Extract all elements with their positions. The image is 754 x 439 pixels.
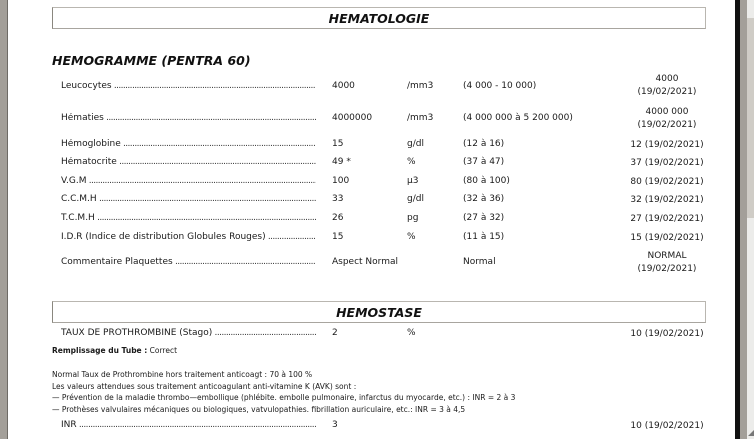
test-unit: % <box>407 328 416 338</box>
test-label: Commentaire Plaquettes ..... <box>61 257 316 267</box>
test-value: 4000000 <box>332 113 373 123</box>
test-label: Leucocytes ..... <box>61 81 316 91</box>
test-value: 100 <box>332 176 350 186</box>
section-header-hemostase <box>52 301 706 323</box>
previous-date: (19/02/2021) <box>637 264 697 274</box>
note-line: — Prothèses valvulaires mécaniques ou biologiques, vatvulopathies. fibrillation auriculaire, etc.: INR = 3 à 4,5 <box>52 404 466 414</box>
test-unit: g/dl <box>407 139 424 149</box>
previous-result: 37 (19/02/2021) <box>630 158 704 168</box>
test-range: (12 à 16) <box>463 139 505 149</box>
previous-result: 10 (19/02/2021) <box>630 421 704 431</box>
previous-value: 4000 000 <box>645 107 689 117</box>
test-range: (11 à 15) <box>463 232 505 242</box>
test-label: INR ..... <box>61 420 316 430</box>
test-value: 2 <box>332 328 338 338</box>
previous-result: 27 (19/02/2021) <box>630 214 704 224</box>
previous-date: (19/02/2021) <box>637 120 697 130</box>
report-page <box>8 0 736 439</box>
note-line: — Prévention de la maladie thrombo—embollique (phlébite. embolle pulmonaire, infarctus du myocarde, etc.) : INR = 2 à 3 <box>52 393 516 402</box>
test-range: (4 000 - 10 000) <box>463 81 537 91</box>
tube-filling-label: Remplissage du Tube : <box>52 346 148 355</box>
test-value: 15 <box>332 139 344 149</box>
page-right-gutter <box>740 0 747 439</box>
test-label: T.C.M.H ..... <box>61 213 316 223</box>
test-label: TAUX DE PROTHROMBINE (Stago) ..... <box>61 328 316 338</box>
section-header-hematologie <box>52 7 706 29</box>
previous-result <box>608 73 726 99</box>
previous-value: 4000 <box>655 74 679 84</box>
test-range: (4 000 000 à 5 200 000) <box>463 113 573 123</box>
section-title-hemostase: HEMOSTASE <box>336 305 422 320</box>
note-line: Les valeurs attendues sous traitement anticoagulant anti-vitamine K (AVK) sont : <box>52 381 357 391</box>
test-value: 26 <box>332 213 344 223</box>
test-unit: /mm3 <box>407 81 434 91</box>
test-unit: % <box>407 157 416 167</box>
test-unit: g/dl <box>407 194 424 204</box>
previous-date: (19/02/2021) <box>637 87 697 97</box>
test-value: 4000 <box>332 81 355 91</box>
previous-result: 10 (19/02/2021) <box>630 329 704 339</box>
test-range: (32 à 36) <box>463 194 505 204</box>
test-unit: µ3 <box>407 176 419 186</box>
previous-result <box>608 250 726 276</box>
previous-result <box>608 106 726 132</box>
test-value: 33 <box>332 194 344 204</box>
test-range: (27 à 32) <box>463 213 505 223</box>
previous-result: 15 (19/02/2021) <box>630 233 704 243</box>
previous-result: 80 (19/02/2021) <box>630 177 704 187</box>
tube-filling-value: Correct <box>149 346 178 355</box>
test-value: Aspect Normal <box>332 257 398 267</box>
reference-notes <box>52 369 515 415</box>
test-label: Hématocrite ..... <box>61 157 316 167</box>
scrollbar-thumb[interactable] <box>747 18 754 218</box>
test-value: 3 <box>332 420 338 430</box>
previous-result: 32 (19/02/2021) <box>630 195 704 205</box>
test-value: 15 <box>332 232 344 242</box>
tube-filling-note <box>52 346 177 355</box>
test-value-flagged: 49 * <box>332 157 351 167</box>
test-label: Hémoglobine ..... <box>61 139 316 149</box>
previous-value: NORMAL <box>647 251 687 261</box>
group-title-hemogramme: HEMOGRAMME (PENTRA 60) <box>52 53 251 68</box>
test-label: Hématies ..... <box>61 113 316 123</box>
note-line: Normal Taux de Prothrombine hors traitement anticoagt : 70 à 100 % <box>52 370 313 379</box>
test-label: I.D.R (Indice de distribution Globules Rouges) ..... <box>61 232 316 242</box>
test-range: Normal <box>463 257 496 267</box>
test-unit: /mm3 <box>407 113 434 123</box>
section-title-hematologie: HEMATOLOGIE <box>328 11 430 26</box>
test-range: (37 à 47) <box>463 157 505 167</box>
test-range: (80 à 100) <box>463 176 510 186</box>
test-label: C.C.M.H ..... <box>61 194 316 204</box>
test-unit: pg <box>407 213 419 223</box>
previous-result: 12 (19/02/2021) <box>630 140 704 150</box>
resize-grip-icon[interactable]: ◢ <box>748 428 754 437</box>
window-left-border <box>0 0 8 439</box>
test-unit: % <box>407 232 416 242</box>
test-label: V.G.M ..... <box>61 176 316 186</box>
